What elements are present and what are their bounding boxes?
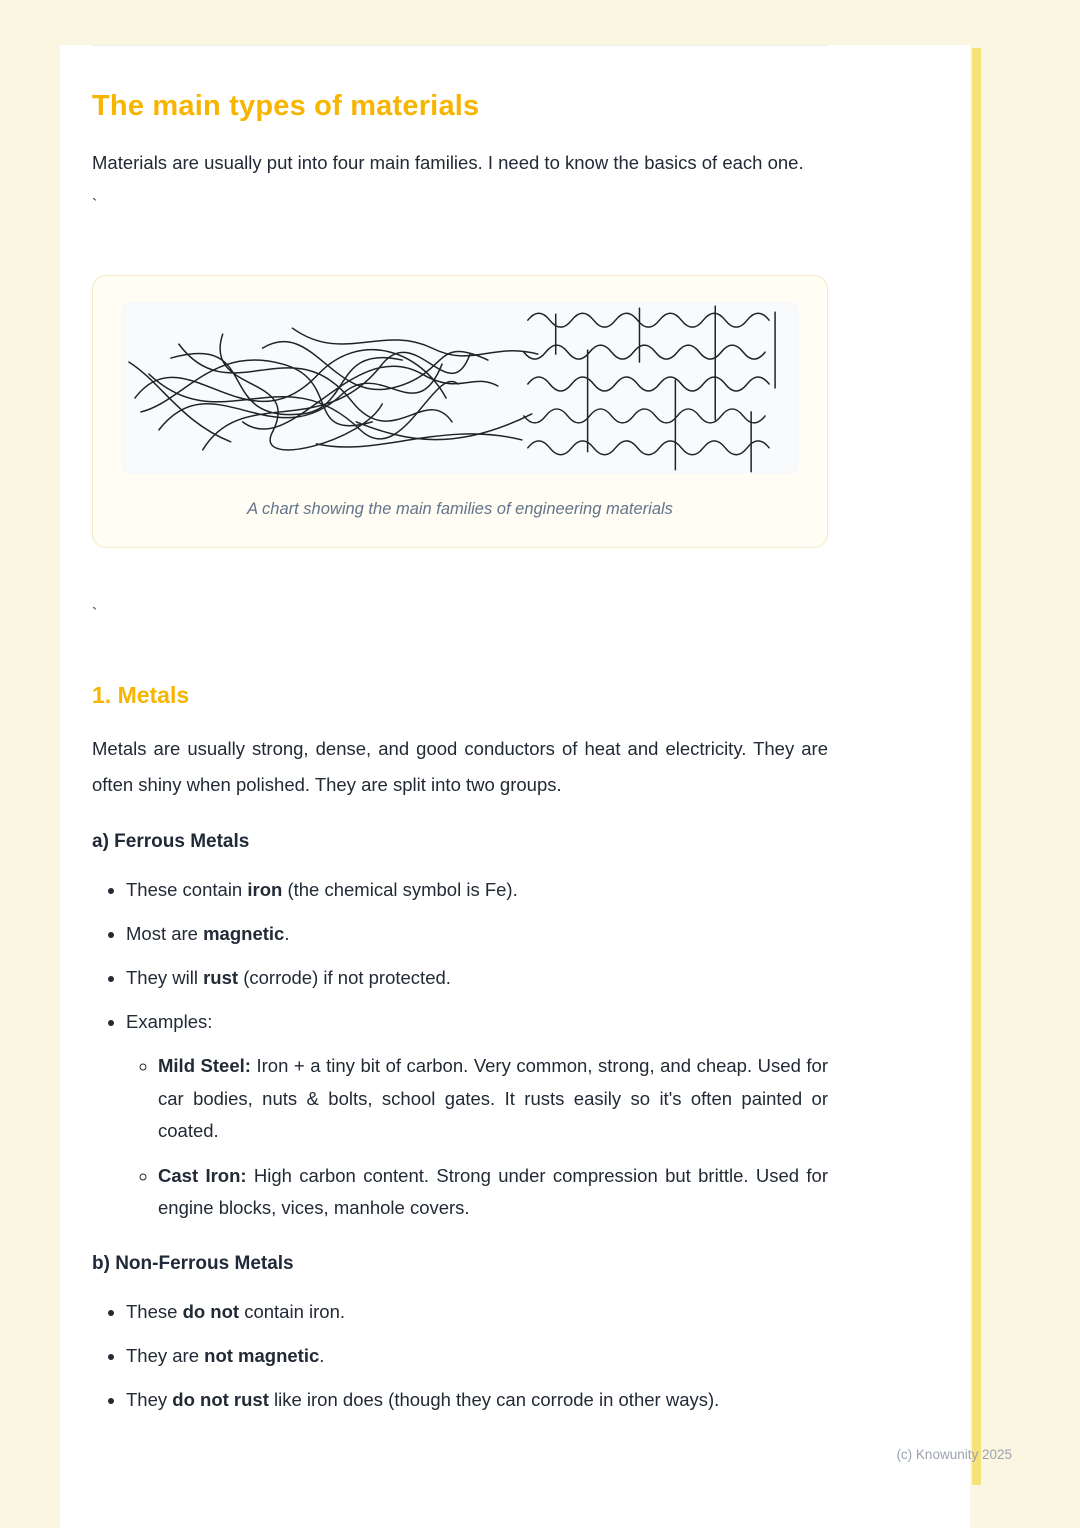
item-text: (the chemical symbol is Fe). <box>282 879 518 900</box>
section-heading-metals: 1. Metals <box>92 682 190 708</box>
item-text: like iron does (though they can corrode in other ways). <box>268 1388 720 1410</box>
sub-heading-ferrous: a) Ferrous Metals <box>92 831 250 852</box>
item-text: They <box>126 1388 173 1410</box>
item-text: They will <box>126 967 204 988</box>
figure-caption: A chart showing the main families of engineering materials <box>247 500 673 518</box>
item-text: . <box>319 1344 325 1366</box>
woven-chains-drawing <box>524 306 775 472</box>
page-title: The main types of materials <box>92 90 480 122</box>
list-item <box>126 1295 828 1328</box>
item-bold: do not rust <box>172 1388 269 1410</box>
example-desc: Iron + a tiny bit of carbon. Very common, strong, and cheap. Used for car bodies, nuts & bolts, school gates. It rusts easily so it's often painted or coated. <box>158 1055 829 1141</box>
list-item <box>126 1005 828 1225</box>
example-term: Mild Steel: <box>158 1055 251 1076</box>
accent-bar <box>972 48 981 1485</box>
item-text: They are <box>126 1344 205 1366</box>
item-text: contain iron. <box>239 1300 346 1322</box>
list-item <box>126 1383 828 1416</box>
sub-heading-nonferrous: b) Non-Ferrous Metals <box>92 1252 294 1274</box>
sub-list-item <box>158 1050 828 1148</box>
item-text: These <box>126 1300 183 1322</box>
list-item <box>126 1339 828 1372</box>
nonferrous-bullet-list <box>92 1295 828 1416</box>
intro-paragraph: Materials are usually put into four main families. I need to know the basics of each one. <box>92 152 804 173</box>
metals-intro-paragraph: Metals are usually strong, dense, and good conductors of heat and electricity. They are often shiny when polished. They are split into two groups. <box>92 738 828 795</box>
content-column <box>92 45 828 1416</box>
item-bold: do not <box>182 1300 240 1322</box>
item-text: Examples: <box>126 1011 213 1032</box>
list-item <box>126 873 828 906</box>
item-text: Most are <box>126 923 204 944</box>
example-term: Cast Iron: <box>158 1164 247 1186</box>
figure-card <box>92 275 828 548</box>
item-bold: iron <box>247 879 283 900</box>
footer-copyright: (c) Knowunity 2025 <box>896 1447 1012 1462</box>
list-item <box>126 917 828 950</box>
tangle-drawing <box>129 328 538 450</box>
materials-diagram-image <box>121 302 799 474</box>
item-bold: magnetic <box>203 923 285 944</box>
ferrous-bullet-list <box>92 873 828 1225</box>
content-card <box>60 45 970 1528</box>
stray-backtick-1: ` <box>92 197 98 214</box>
sub-list-item <box>158 1160 828 1225</box>
examples-sub-list <box>126 1050 828 1225</box>
list-item <box>126 961 828 994</box>
item-text: . <box>284 923 290 944</box>
item-text: These contain <box>126 879 248 900</box>
stray-backtick-2: ` <box>92 606 98 623</box>
example-desc: High carbon content. Strong under compression but brittle. Used for engine blocks, vices, manhole covers. <box>158 1164 828 1218</box>
item-bold: rust <box>203 967 239 988</box>
polymer-structures-drawing <box>121 302 799 474</box>
item-bold: not magnetic <box>204 1344 320 1366</box>
item-text: (corrode) if not protected. <box>238 967 451 988</box>
